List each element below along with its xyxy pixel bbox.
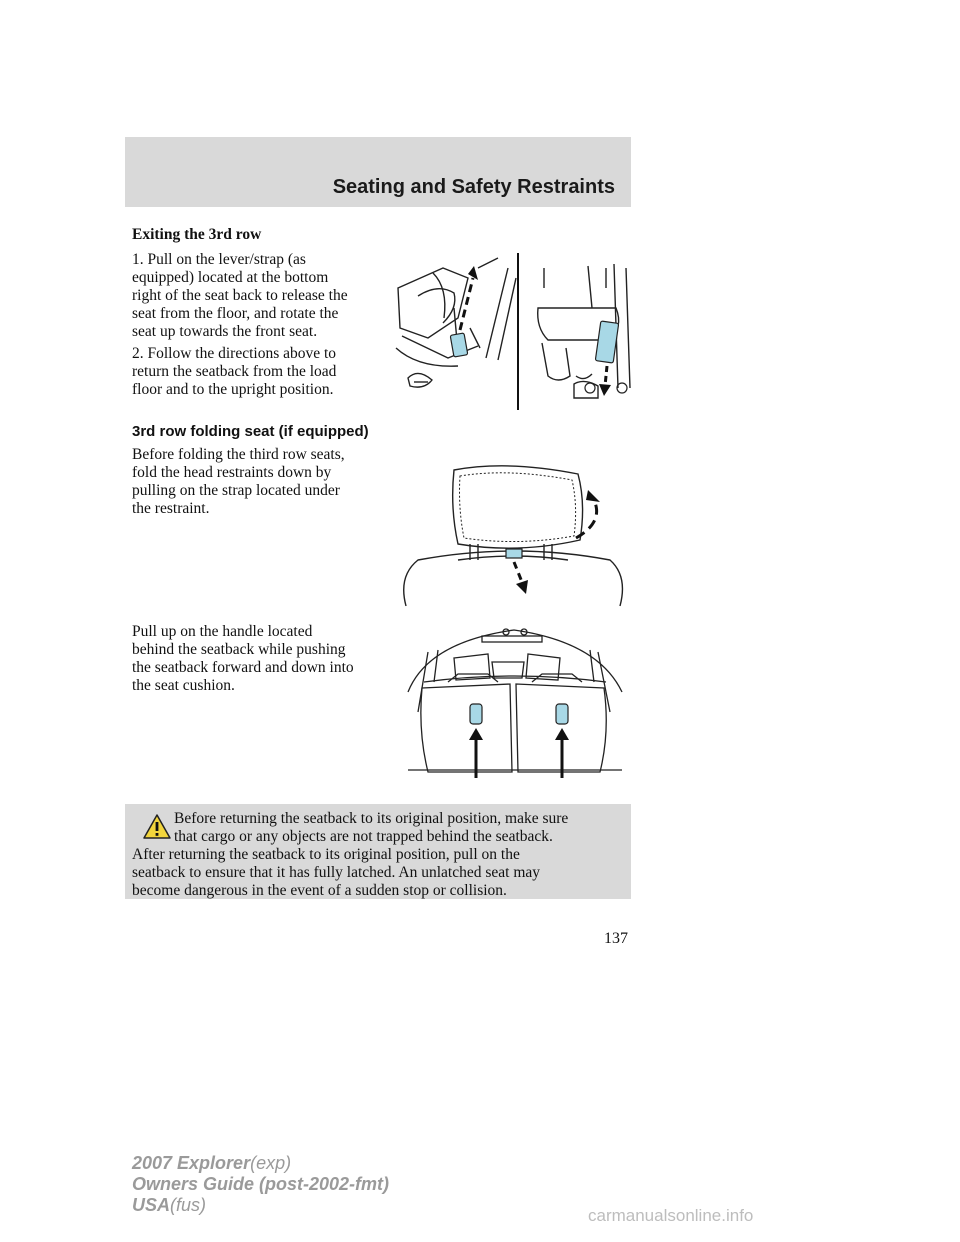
arrow-down-icon: [599, 384, 611, 396]
arrow-down-icon: [516, 580, 528, 594]
heading-exiting-3rd-row: Exiting the 3rd row: [132, 226, 262, 243]
step-1-line: 1. Pull on the lever/strap (as: [132, 251, 306, 268]
warning-line: become dangerous in the event of a sudden stop or collision.: [132, 882, 507, 899]
warning-line: Before returning the seatback to its original position, make sure: [174, 810, 569, 827]
text-line: pulling on the strap located under: [132, 482, 340, 499]
seatback-fold-text: [132, 623, 354, 695]
footer: [132, 1153, 389, 1216]
warning-line: After returning the seatback to its original position, pull on the: [132, 846, 520, 863]
text-line: the seat cushion.: [132, 677, 235, 694]
arrow-up-icon: [468, 266, 478, 280]
footer-market: USA: [132, 1195, 171, 1215]
footer-market-code: (fus): [170, 1195, 207, 1215]
text-line: behind the seatback while pushing: [132, 641, 346, 658]
text-line: Pull up on the handle located: [132, 623, 313, 640]
arrow-up-icon: [469, 728, 483, 740]
warning-line: that cargo or any objects are not trapped behind the seatback.: [174, 828, 553, 845]
section-title: Seating and Safety Restraints: [332, 176, 615, 198]
step-1-line: equipped) located at the bottom: [132, 269, 329, 286]
warning-line: seatback to ensure that it has fully latched. An unlatched seat may: [132, 864, 541, 881]
heading-3rd-row-folding-seat: 3rd row folding seat (if equipped): [132, 423, 369, 440]
text-line: fold the head restraints down by: [132, 464, 332, 481]
arrow-up-icon: [586, 490, 600, 502]
step-1-text: [132, 251, 348, 341]
step-2-line: 2. Follow the directions above to: [132, 345, 337, 362]
step-2-line: floor and to the upright position.: [132, 381, 334, 398]
footer-guide: Owners Guide (post-2002-fmt): [132, 1174, 390, 1194]
warning-text: [132, 810, 622, 900]
page-number: 137: [604, 930, 628, 947]
left-handle-highlight: [470, 704, 482, 724]
step-1-line: seat up towards the front seat.: [132, 323, 318, 340]
header-band: [125, 137, 631, 207]
head-restraint-illustration: [398, 460, 630, 608]
head-restraint-text: [132, 446, 345, 518]
warning-box: [125, 804, 631, 899]
watermark: carmanualsonline.info: [588, 1206, 754, 1225]
release-strap-highlight: [595, 321, 618, 363]
step-2-text: [132, 345, 336, 399]
release-lever-highlight: [450, 333, 468, 357]
text-line: Before folding the third row seats,: [132, 446, 345, 463]
step-2-line: return the seatback from the load: [132, 363, 337, 380]
arrow-up-icon: [555, 728, 569, 740]
right-handle-highlight: [556, 704, 568, 724]
text-line: the seatback forward and down into: [132, 659, 354, 676]
seatback-handle-illustration: [398, 622, 632, 780]
footer-model-code: (exp): [250, 1153, 292, 1173]
step-1-line: seat from the floor, and rotate the: [132, 305, 339, 322]
pull-strap-highlight: [506, 549, 522, 558]
footer-model: 2007 Explorer: [132, 1153, 251, 1173]
text-line: the restraint.: [132, 500, 210, 517]
seat-release-illustration: [388, 248, 640, 410]
step-1-line: right of the seat back to release the: [132, 287, 348, 304]
